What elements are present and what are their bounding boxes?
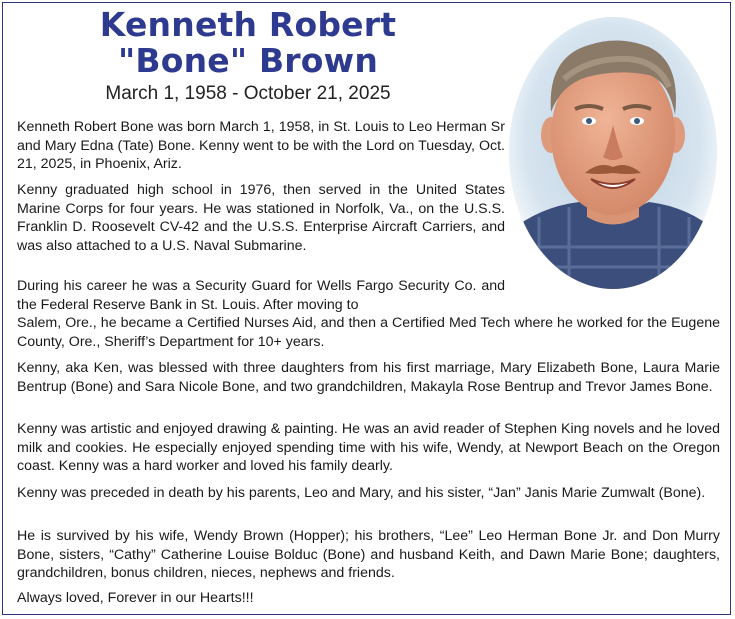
paragraph-family: Kenny, aka Ken, was blessed with three daughters from his first marriage, Mary Elizabeth Bone, Laura Marie Bentrup (Bone) and Sara Nicole Bone, and two grandchildren, Makayla Rose Bentrup and Trevor James Bone.	[17, 360, 720, 395]
paragraph-interests: Kenny was artistic and enjoyed drawing & painting. He was an avid reader of Stephen King novels and he loved milk and cookies. He especially enjoyed spending time with his wife, Wendy, at Newport Beach on the Oregon coast. Kenny was a hard worker and loved his family dearly.	[17, 421, 720, 474]
paragraph-birth: Kenneth Robert Bone was born March 1, 1958, in St. Louis to Leo Herman Sr and Mary Edna (Tate) Bone. Kenny went to be with the Lord on Tuesday, Oct. 21, 2025, in Phoenix, Ariz.	[17, 119, 505, 172]
portrait-photo	[509, 17, 717, 289]
obituary-name-line-2: "Bone" Brown	[117, 41, 379, 80]
life-dates: March 1, 1958 - October 21, 2025	[105, 83, 391, 104]
paragraph-closing: Always loved, Forever in our Hearts!!!	[17, 590, 254, 606]
paragraph-preceded: Kenny was preceded in death by his parents, Leo and Mary, and his sister, “Jan” Janis Marie Zumwalt (Bone).	[17, 485, 706, 501]
paragraph-military: Kenny graduated high school in 1976, then served in the United States Marine Corps for four years. He was stationed in Norfolk, Va., on the U.S.S. Franklin D. Roosevelt CV-42 and the U.S.S. Enterprise Aircraft Carriers, and was also attached to a U.S. Naval Submarine.	[17, 182, 505, 254]
paragraph-survived: He is survived by his wife, Wendy Brown (Hopper); his brothers, “Lee” Leo Herman Bone Jr. and Don Murry Bone, sisters, “Cathy” Catherine Louise Bolduc (Bone) and husband Keith, and Dawn Marie Bone; daughters, grandchildren, bonus children, nieces, nephews and friends.	[17, 528, 720, 581]
paragraph-career: During his career he was a Security Guard for Wells Fargo Security Co. and the Federal Reserve Bank in St. Louis. After moving to	[17, 278, 505, 313]
obituary-name-line-1: Kenneth Robert	[99, 5, 397, 44]
paragraph-career-continued: Salem, Ore., he became a Certified Nurses Aid, and then a Certified Med Tech where he worked for the Eugene County, Ore., Sheriff’s Department for 10+ years.	[17, 315, 720, 350]
